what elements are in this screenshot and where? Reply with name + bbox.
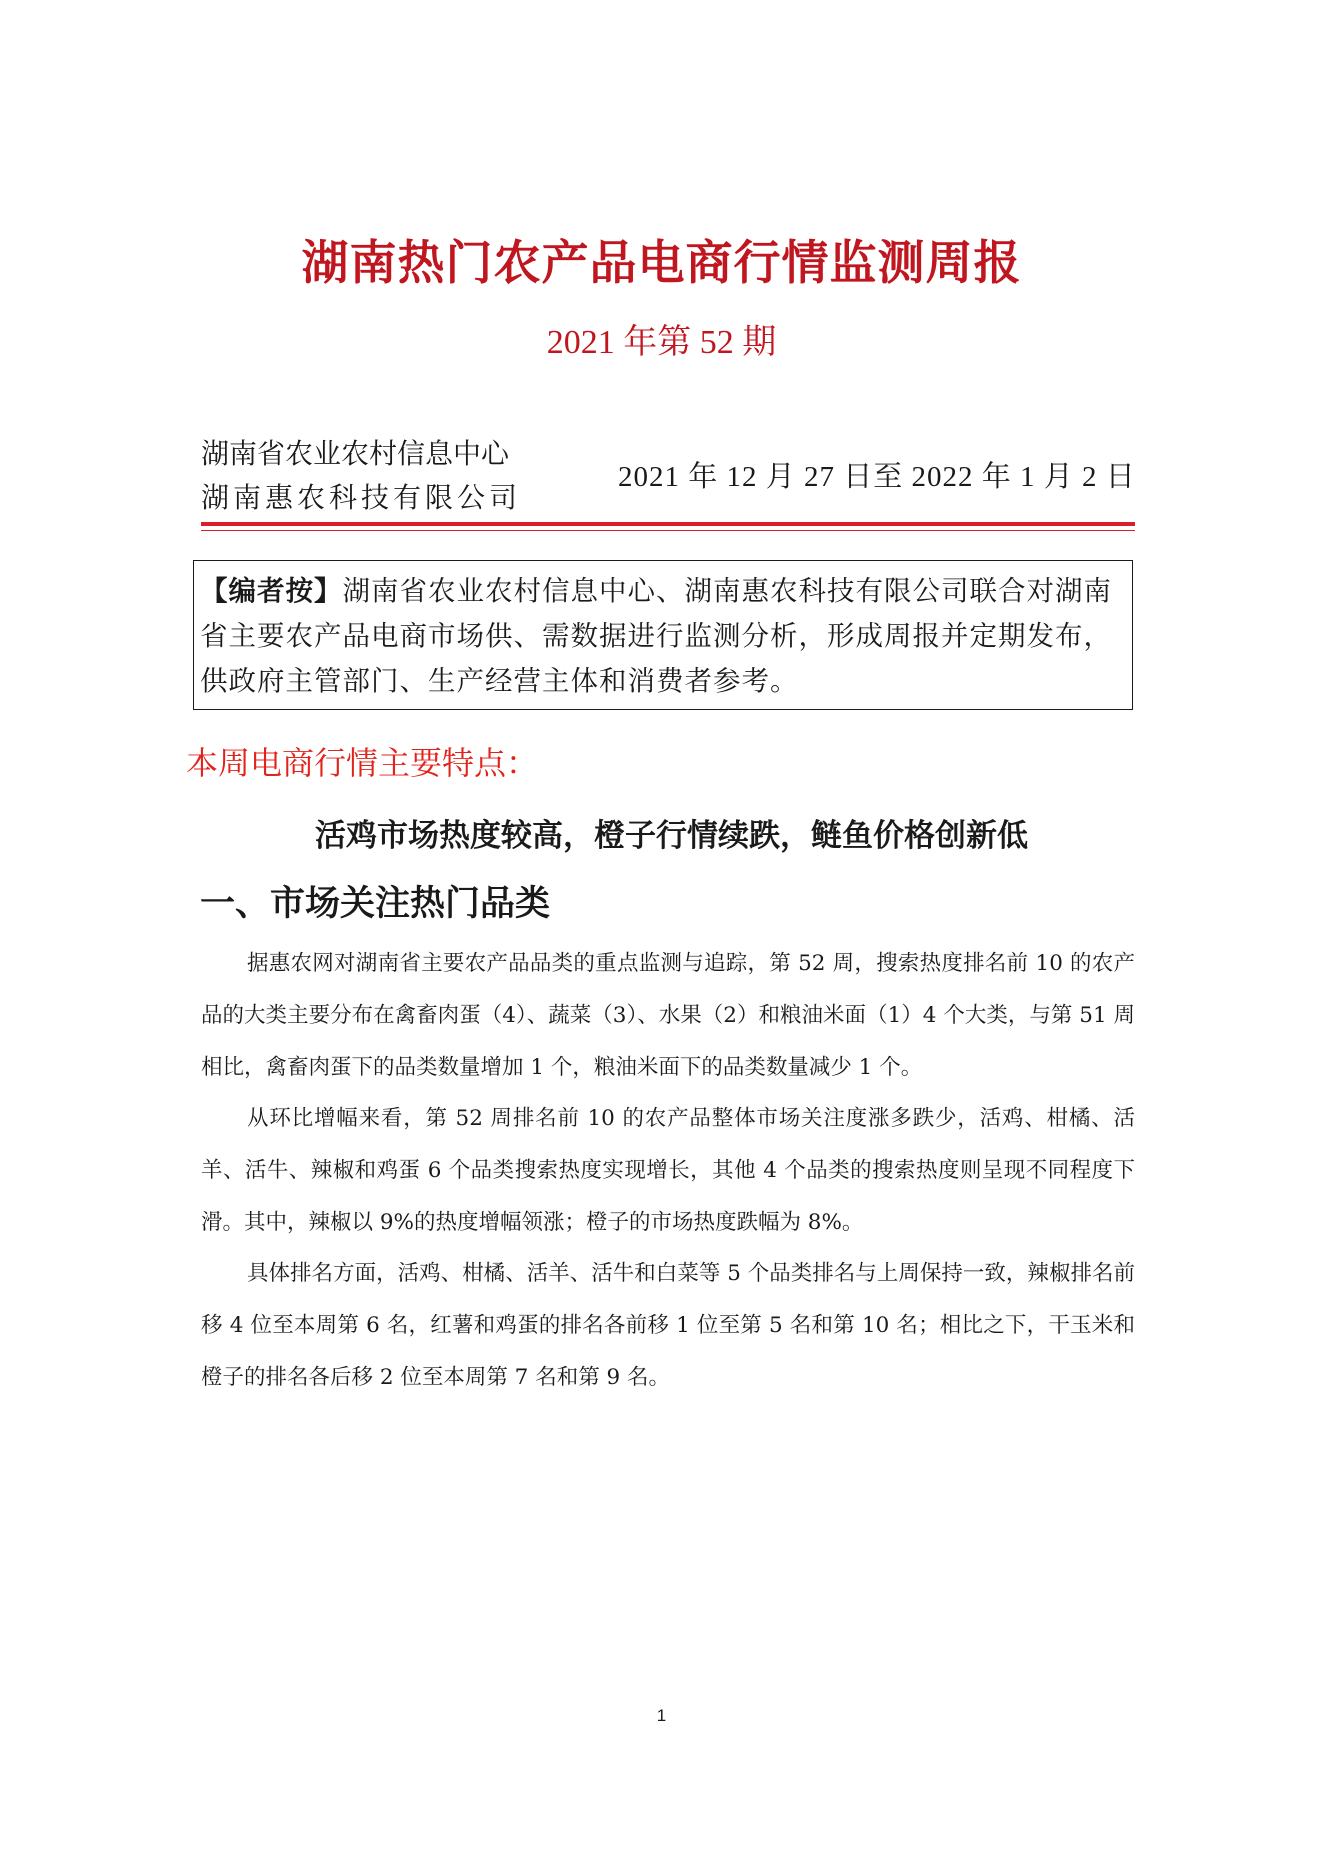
- publisher-name-2: 湖南惠农科技有限公司: [201, 481, 522, 514]
- weekly-highlight: 活鸡市场热度较高，橙子行情续跌，鲢鱼价格创新低: [315, 818, 1028, 854]
- header-divider-thick: [201, 522, 1135, 526]
- editor-note-tag: 【编者按】: [200, 575, 343, 607]
- page-number: 1: [656, 1706, 667, 1725]
- weekly-features-heading: 本周电商行情主要特点：: [186, 744, 539, 782]
- publisher-block: [201, 432, 581, 520]
- body-paragraph: 据惠农网对湖南省主要农产品品类的重点监测与追踪，第 52 周，搜索热度排名前 10 的农产品的大类主要分布在禽畜肉蛋（4）、蔬菜（3）、水果（2）和粮油米面（1）4 个大类，与第 51 周相比，禽畜肉蛋下的品类数量增加 1 个，粮油米面下的品类数量减少 1 个。: [201, 951, 1135, 1080]
- body-paragraph: 具体排名方面，活鸡、柑橘、活羊、活牛和白菜等 5 个品类排名与上周保持一致，辣椒排名前移 4 位至本周第 6 名，红薯和鸡蛋的排名各前移 1 位至第 5 名和第 10 名；相比之下，干玉米和橙子的排名各后移 2 位至本周第 7 名和第 9 名。: [201, 1261, 1135, 1390]
- report-title: 湖南热门农产品电商行情监测周报: [301, 236, 1022, 291]
- report-date-range: 2021 年 12 月 27 日至 2022 年 1 月 2 日: [618, 461, 1136, 493]
- editor-note-box: [193, 560, 1133, 710]
- header-divider-thin: [201, 530, 1135, 531]
- body-paragraph: 从环比增幅来看，第 52 周排名前 10 的农产品整体市场关注度涨多跌少，活鸡、柑橘、活羊、活牛、辣椒和鸡蛋 6 个品类搜索热度实现增长，其他 4 个品类的搜索热度则呈现不同程度下滑。其中，辣椒以 9%的热度增幅领涨；橙子的市场热度跌幅为 8%。: [201, 1106, 1135, 1235]
- publisher-name-1: 湖南省农业农村信息中心: [201, 437, 510, 470]
- editor-note-text: 湖南省农业农村信息中心、湖南惠农科技有限公司联合对湖南省主要农产品电商市场供、需数据进行监测分析，形成周报并定期发布，供政府主管部门、生产经营主体和消费者参考。: [200, 575, 1112, 697]
- issue-number: 2021 年第 52 期: [546, 324, 777, 361]
- section-heading: 一、市场关注热门品类: [200, 884, 551, 924]
